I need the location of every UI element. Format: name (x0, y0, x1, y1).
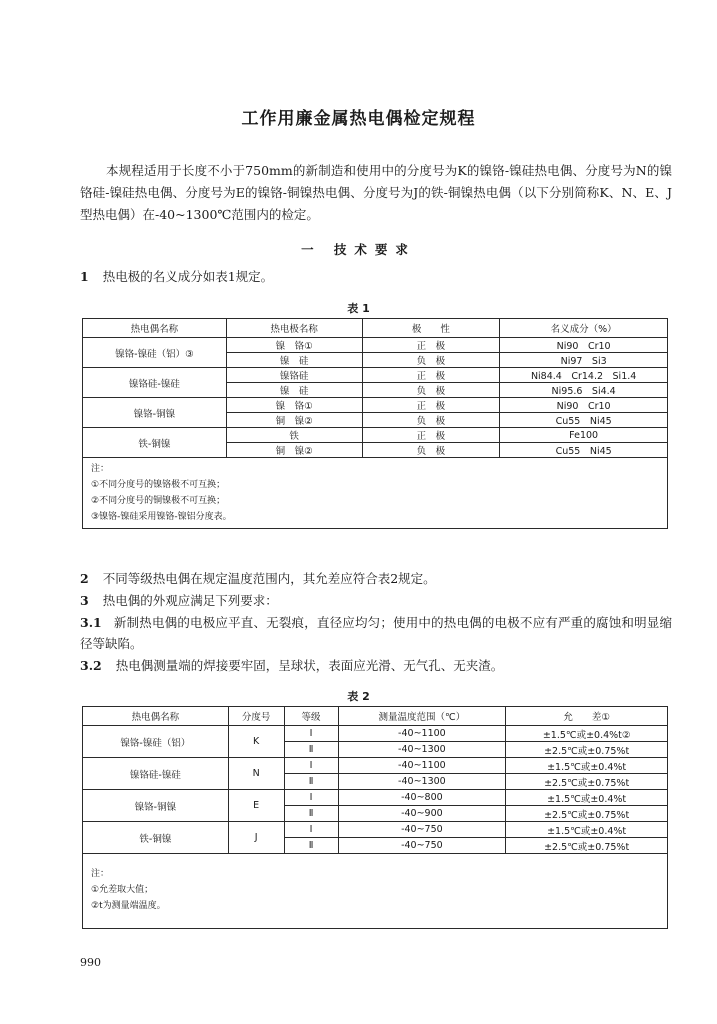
clause-3 (80, 591, 672, 611)
clause-number: 2 (80, 571, 89, 586)
tolerance: ±2.5℃或±0.75%t (506, 774, 668, 790)
electrode-name: 铁 (226, 428, 362, 443)
notes-cell (83, 854, 668, 929)
temperature-range: -40~750 (338, 822, 506, 838)
note-item: ①允差取大值； (91, 885, 154, 895)
temperature-range: -40~800 (338, 790, 506, 806)
polarity: 正 极 (362, 428, 500, 443)
polarity: 负 极 (362, 443, 500, 458)
composition: Cu55 Ni45 (500, 413, 668, 428)
clause-number: 1 (80, 269, 89, 284)
column-header: 分度号 (228, 707, 284, 726)
thermocouple-name: 镍铬-镍硅（铝） (83, 726, 229, 758)
table-row (83, 428, 668, 443)
grade: Ⅱ (284, 774, 338, 790)
table-header-row (83, 319, 668, 338)
grade: Ⅱ (284, 806, 338, 822)
grade: Ⅰ (284, 822, 338, 838)
electrode-name: 镍 硅 (226, 353, 362, 368)
table-row (83, 368, 668, 383)
composition: Ni97 Si3 (500, 353, 668, 368)
composition: Cu55 Ni45 (500, 443, 668, 458)
thermocouple-name: 铁-铜镍 (83, 822, 229, 854)
electrode-name: 镍 硅 (226, 383, 362, 398)
thermocouple-name: 镍铬硅-镍硅 (83, 368, 227, 398)
clause-3-1 (80, 612, 672, 654)
temperature-range: -40~1300 (338, 742, 506, 758)
electrode-name: 镍铬硅 (226, 368, 362, 383)
graduation-code: E (228, 790, 284, 822)
clause-text: 新制热电偶的电极应平直、无裂痕，直径应均匀；使用中的热电偶的电极不应有严重的腐蚀和明显缩径等缺陷。 (80, 615, 672, 651)
clause-text: 热电偶的外观应满足下列要求： (102, 593, 278, 608)
clause-3-2 (80, 656, 672, 676)
section-heading: 一 技术要求 (301, 242, 416, 257)
polarity: 正 极 (362, 368, 500, 383)
graduation-code: K (228, 726, 284, 758)
table-notes (83, 854, 668, 929)
polarity: 正 极 (362, 398, 500, 413)
column-header: 等级 (284, 707, 338, 726)
polarity: 正 极 (362, 338, 500, 353)
composition: Fe100 (500, 428, 668, 443)
note-item: ③镍铬-镍硅采用镍铬-镍铝分度表。 (91, 512, 232, 522)
column-header: 允 差① (506, 707, 668, 726)
graduation-code: J (228, 822, 284, 854)
column-header: 极 性 (362, 319, 500, 338)
polarity: 负 极 (362, 413, 500, 428)
grade: Ⅰ (284, 726, 338, 742)
tolerance: ±2.5℃或±0.75%t (506, 838, 668, 854)
note-item: ②t为测量端温度。 (91, 901, 166, 911)
table-row (83, 398, 668, 413)
note-item: ①不同分度号的镍铬极不可互换； (91, 480, 226, 490)
thermocouple-name: 镍铬-镍硅（铝）③ (83, 338, 227, 368)
electrode-name: 镍 铬① (226, 338, 362, 353)
tolerance: ±1.5℃或±0.4%t (506, 822, 668, 838)
clause-number: 3.2 (80, 658, 102, 673)
temperature-range: -40~1300 (338, 774, 506, 790)
page-number: 990 (80, 956, 101, 969)
electrode-name: 铜 镍② (226, 413, 362, 428)
composition: Ni90 Cr10 (500, 338, 668, 353)
table-row (83, 726, 668, 742)
polarity: 负 极 (362, 383, 500, 398)
electrode-name: 铜 镍② (226, 443, 362, 458)
column-header: 热电极名称 (226, 319, 362, 338)
graduation-code: N (228, 758, 284, 790)
column-header: 热电偶名称 (83, 319, 227, 338)
column-header: 热电偶名称 (83, 707, 229, 726)
temperature-range: -40~1100 (338, 726, 506, 742)
column-header: 测量温度范围（℃） (338, 707, 506, 726)
temperature-range: -40~1100 (338, 758, 506, 774)
table-header-row (83, 707, 668, 726)
table1 (82, 318, 668, 529)
table2 (82, 706, 668, 929)
grade: Ⅱ (284, 742, 338, 758)
notes-title: 注： (91, 464, 110, 474)
composition: Ni90 Cr10 (500, 398, 668, 413)
table-row (83, 758, 668, 774)
temperature-range: -40~900 (338, 806, 506, 822)
table-row (83, 790, 668, 806)
grade: Ⅱ (284, 838, 338, 854)
column-header: 名义成分（%） (500, 319, 668, 338)
note-item: ②不同分度号的铜镍极不可互换； (91, 496, 226, 506)
table-row (83, 822, 668, 838)
table-notes (83, 458, 668, 529)
clause-text: 热电偶测量端的焊接要牢固，呈球状，表面应光滑、无气孔、无夹渣。 (115, 658, 504, 673)
tolerance: ±1.5℃或±0.4%t (506, 790, 668, 806)
clause-1 (80, 267, 672, 287)
polarity: 负 极 (362, 353, 500, 368)
clause-2 (80, 569, 672, 589)
tolerance: ±2.5℃或±0.75%t (506, 742, 668, 758)
clause-number: 3 (80, 593, 89, 608)
tolerance: ±2.5℃或±0.75%t (506, 806, 668, 822)
notes-cell (83, 458, 668, 529)
clause-text: 热电极的名义成分如表1规定。 (102, 269, 274, 284)
electrode-name: 镍 铬① (226, 398, 362, 413)
clause-text: 不同等级热电偶在规定温度范围内，其允差应符合表2规定。 (102, 571, 436, 586)
tolerance: ±1.5℃或±0.4%t (506, 758, 668, 774)
grade: Ⅰ (284, 758, 338, 774)
grade: Ⅰ (284, 790, 338, 806)
tolerance: ±1.5℃或±0.4%t② (506, 726, 668, 742)
table-row (83, 338, 668, 353)
temperature-range: -40~750 (338, 838, 506, 854)
intro-paragraph: 本规程适用于长度不小于750mm的新制造和使用中的分度号为K的镍铬-镍硅热电偶、分度号为N的镍铬硅-镍硅热电偶、分度号为E的镍铬-铜镍热电偶、分度号为J的铁-铜镍热电偶（以下分别简称K、N、E、J型热电偶）在-40~1300℃范围内的检定。 (80, 163, 672, 222)
thermocouple-name: 铁-铜镍 (83, 428, 227, 458)
notes-title: 注： (91, 869, 110, 879)
thermocouple-name: 镍铬-铜镍 (83, 398, 227, 428)
composition: Ni84.4 Cr14.2 Si1.4 (500, 368, 668, 383)
table1-caption: 表 1 (347, 302, 370, 315)
document-title: 工作用廉金属热电偶检定规程 (241, 109, 476, 129)
table2-caption: 表 2 (347, 690, 370, 703)
clause-number: 3.1 (80, 615, 102, 630)
composition: Ni95.6 Si4.4 (500, 383, 668, 398)
thermocouple-name: 镍铬硅-镍硅 (83, 758, 229, 790)
thermocouple-name: 镍铬-铜镍 (83, 790, 229, 822)
